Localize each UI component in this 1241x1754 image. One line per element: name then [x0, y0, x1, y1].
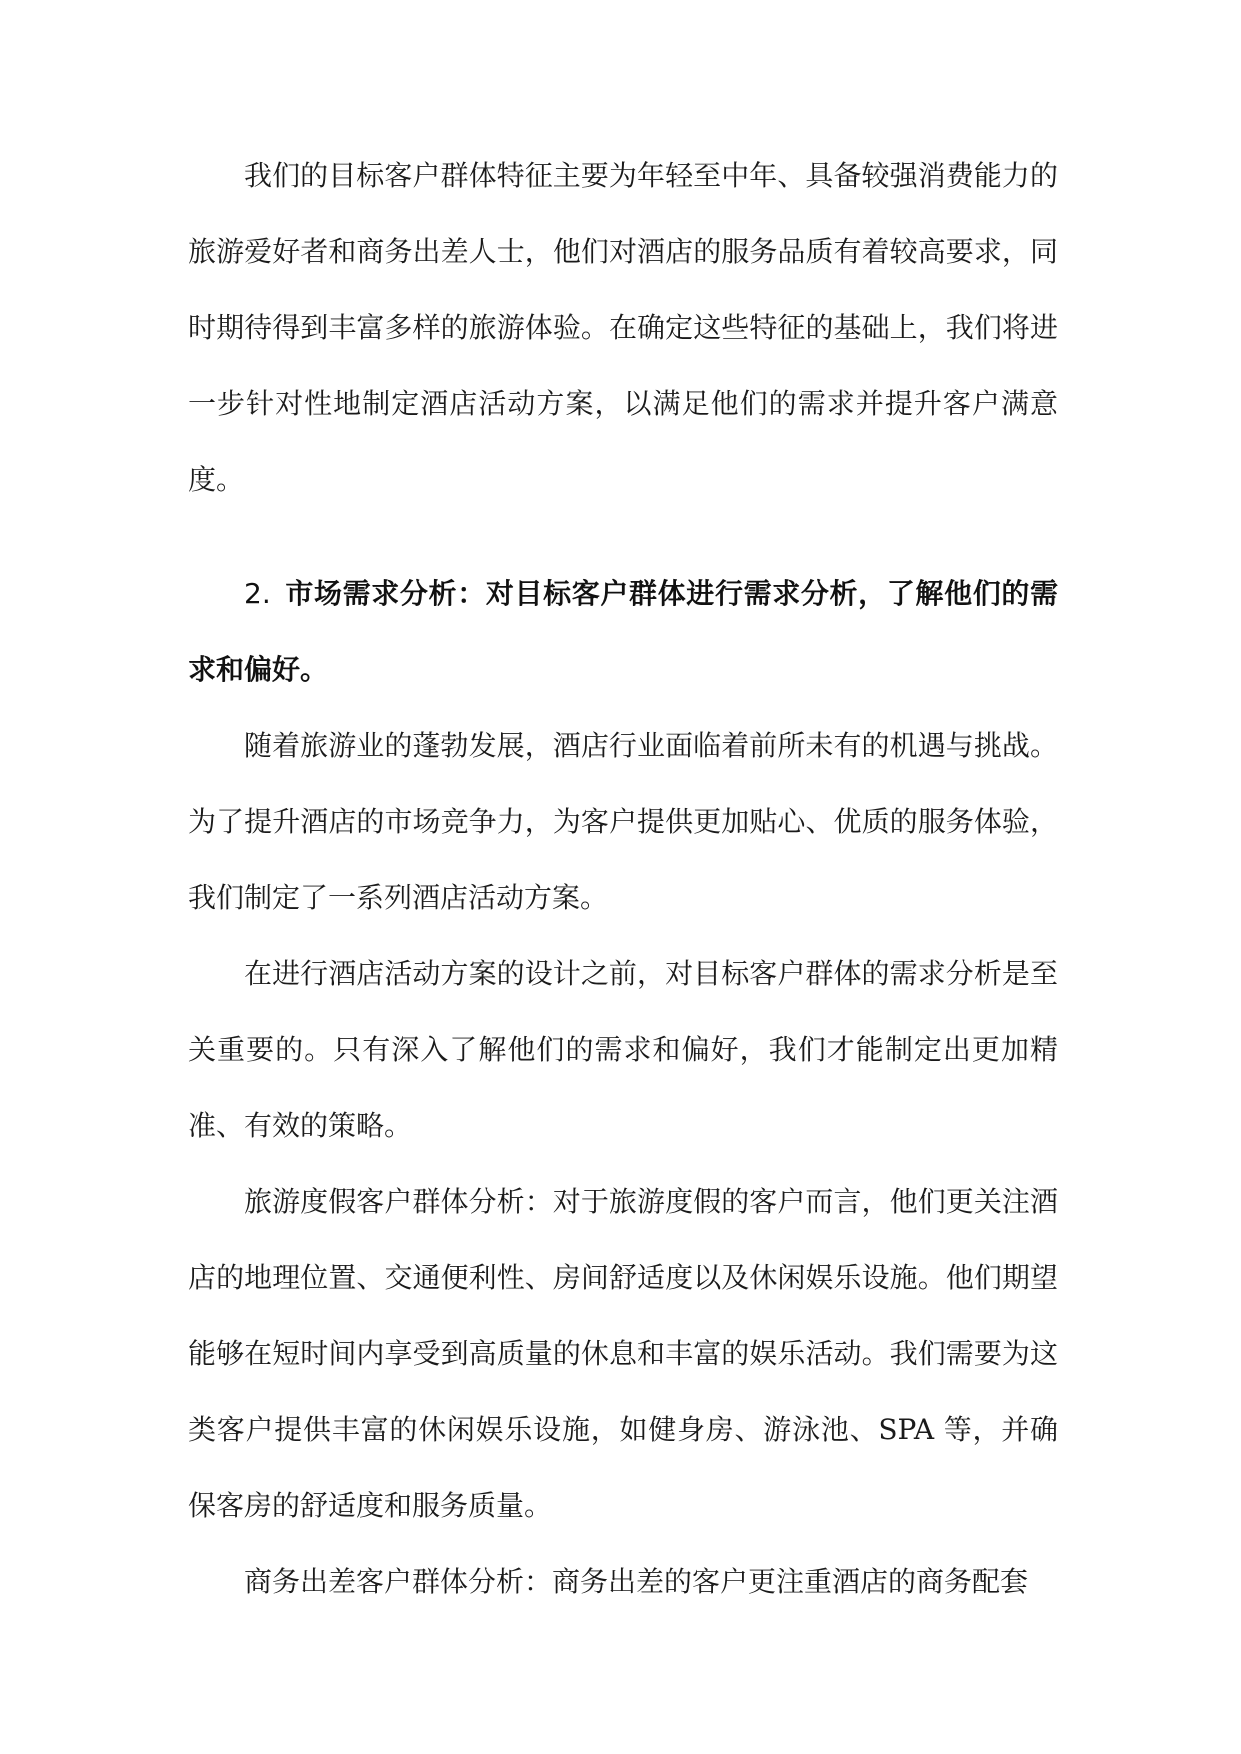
paragraph-target-customers: 我们的目标客户群体特征主要为年轻至中年、具备较强消费能力的旅游爱好者和商务出差人士，他们对酒店的服务品质有着较高要求，同时期待得到丰富多样的旅游体验。在确定这些特征的基础上，我们将进一步针对性地制定酒店活动方案，以满足他们的需求并提升客户满意度。 [188, 159, 1058, 496]
section-number: 2. [244, 577, 271, 610]
paragraph-leisure-customers: 旅游度假客户群体分析：对于旅游度假的客户而言，他们更关注酒店的地理位置、交通便利性、房间舒适度以及休闲娱乐设施。他们期望能够在短时间内享受到高质量的休息和丰富的娱乐活动。我们需要为这类客户提供丰富的休闲娱乐设施，如健身房、游泳池、SPA 等，并确保客房的舒适度和服务质量。 [188, 1185, 1058, 1522]
paragraph-industry-background: 随着旅游业的蓬勃发展，酒店行业面临着前所未有的机遇与挑战。为了提升酒店的市场竞争力，为客户提供更加贴心、优质的服务体验，我们制定了一系列酒店活动方案。 [188, 729, 1058, 914]
paragraph-business-customers: 商务出差客户群体分析：商务出差的客户更注重酒店的商务配套 [244, 1565, 1029, 1598]
section-heading-text: 市场需求分析：对目标客户群体进行需求分析，了解他们的需求和偏好。 [188, 577, 1058, 686]
document-body [188, 138, 1058, 1620]
section-heading-market-demand [188, 556, 1058, 708]
paragraph-needs-importance: 在进行酒店活动方案的设计之前，对目标客户群体的需求分析是至关重要的。只有深入了解他们的需求和偏好，我们才能制定出更加精准、有效的策略。 [188, 957, 1058, 1142]
